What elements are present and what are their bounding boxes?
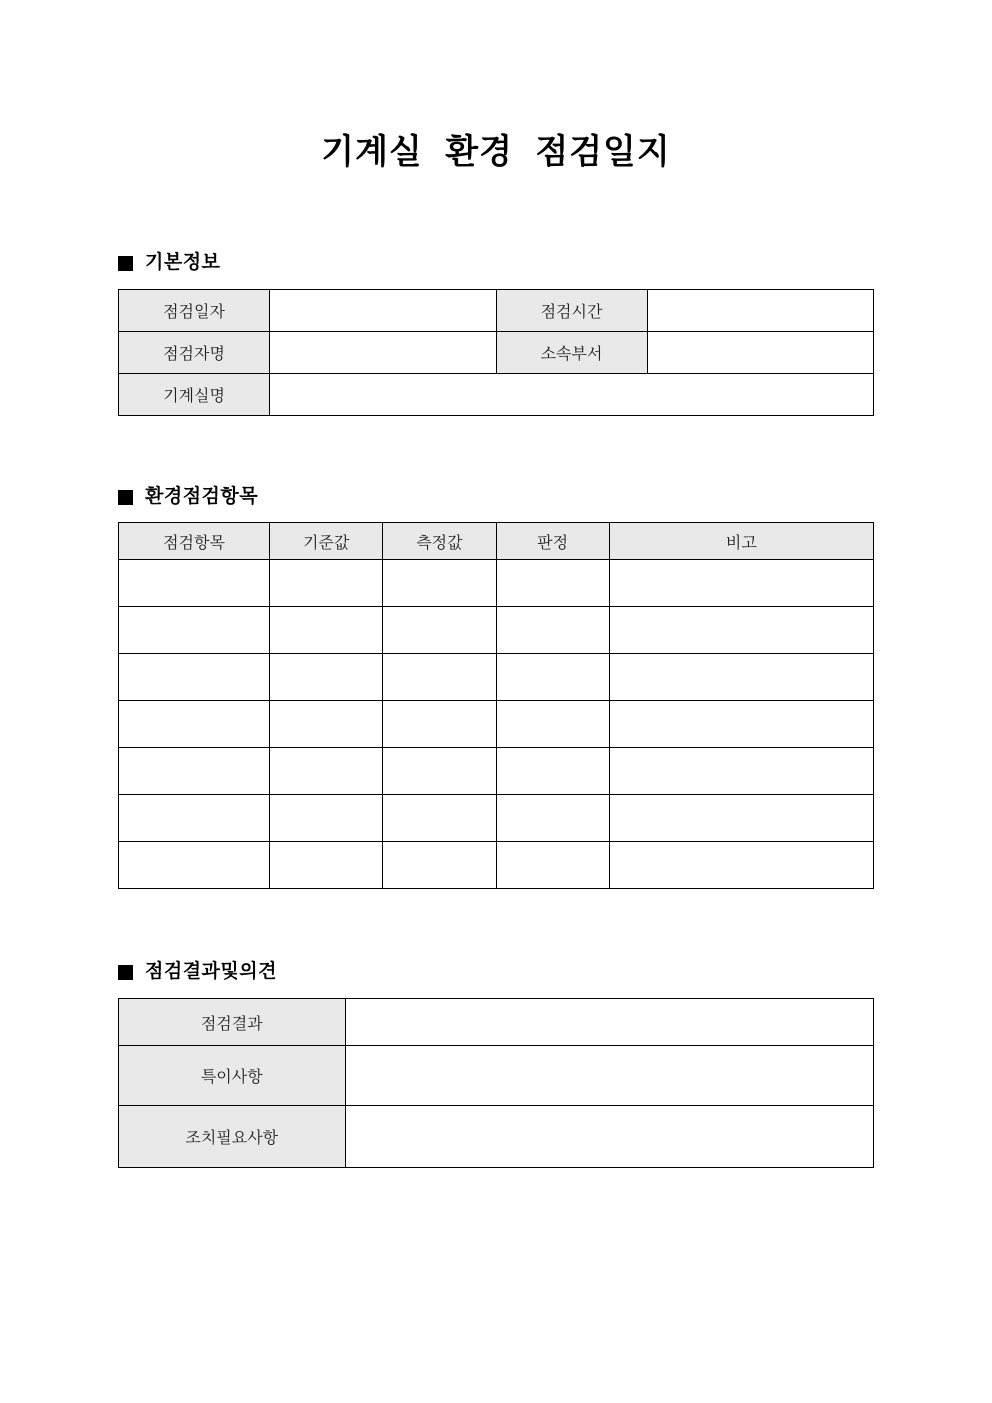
remarks-cell [609, 701, 873, 748]
inspection-time-value-cell [647, 290, 874, 332]
measured-cell [383, 654, 496, 701]
table-row [119, 290, 874, 332]
remarks-cell [609, 842, 873, 889]
remarks-cell [609, 607, 873, 654]
inspection-date-label: 점검일자 [119, 290, 270, 332]
item-cell [119, 748, 270, 795]
standard-cell [270, 748, 383, 795]
item-cell [119, 607, 270, 654]
table-row [119, 607, 874, 654]
required-actions-value-cell [345, 1106, 874, 1168]
section-title-basic-info: 기본정보 [145, 252, 221, 273]
black-square-icon [118, 965, 133, 980]
measured-cell [383, 607, 496, 654]
standard-cell [270, 701, 383, 748]
results-table [118, 998, 874, 1168]
measured-cell [383, 701, 496, 748]
measured-cell [383, 748, 496, 795]
table-row [119, 374, 874, 416]
section-title-inspection-items: 환경점검항목 [145, 486, 259, 507]
table-row [119, 842, 874, 889]
inspection-item-column-header: 점검항목 [119, 523, 270, 560]
remarks-cell [609, 560, 873, 607]
table-row [119, 701, 874, 748]
black-square-icon [118, 256, 133, 271]
inspection-time-label: 점검시간 [496, 290, 647, 332]
inspector-name-value-cell [270, 332, 497, 374]
section-header-inspection-items [118, 486, 258, 508]
measured-cell [383, 842, 496, 889]
table-header-row [119, 523, 874, 560]
table-row [119, 795, 874, 842]
item-cell [119, 701, 270, 748]
section-title-results: 점검결과및의견 [145, 961, 277, 982]
table-row [119, 748, 874, 795]
item-cell [119, 842, 270, 889]
standard-cell [270, 560, 383, 607]
page-title: 기계실 환경 점검일지 [321, 133, 671, 171]
inspection-date-value-cell [270, 290, 497, 332]
judgment-column-header: 판정 [496, 523, 609, 560]
standard-cell [270, 842, 383, 889]
remarks-column-header: 비고 [609, 523, 873, 560]
black-square-icon [118, 490, 133, 505]
special-notes-label: 특이사항 [119, 1046, 346, 1106]
department-label: 소속부서 [496, 332, 647, 374]
machine-room-name-value-cell [270, 374, 874, 416]
remarks-cell [609, 748, 873, 795]
standard-cell [270, 607, 383, 654]
judgment-cell [496, 842, 609, 889]
machine-room-name-label: 기계실명 [119, 374, 270, 416]
item-cell [119, 795, 270, 842]
judgment-cell [496, 607, 609, 654]
inspection-result-value-cell [345, 999, 874, 1046]
section-header-results [118, 961, 277, 983]
basic-info-table [118, 289, 874, 416]
item-cell [119, 654, 270, 701]
table-row [119, 560, 874, 607]
judgment-cell [496, 748, 609, 795]
department-value-cell [647, 332, 874, 374]
remarks-cell [609, 795, 873, 842]
judgment-cell [496, 701, 609, 748]
table-row [119, 654, 874, 701]
judgment-cell [496, 560, 609, 607]
standard-cell [270, 795, 383, 842]
table-row [119, 332, 874, 374]
measured-cell [383, 795, 496, 842]
table-row [119, 1046, 874, 1106]
judgment-cell [496, 795, 609, 842]
measured-value-column-header: 측정값 [383, 523, 496, 560]
inspection-items-table [118, 522, 874, 889]
item-cell [119, 560, 270, 607]
table-row [119, 999, 874, 1046]
remarks-cell [609, 654, 873, 701]
table-row [119, 1106, 874, 1168]
inspection-result-label: 점검결과 [119, 999, 346, 1046]
standard-value-column-header: 기준값 [270, 523, 383, 560]
judgment-cell [496, 654, 609, 701]
section-header-basic-info [118, 252, 220, 274]
special-notes-value-cell [345, 1046, 874, 1106]
measured-cell [383, 560, 496, 607]
inspector-name-label: 점검자명 [119, 332, 270, 374]
standard-cell [270, 654, 383, 701]
required-actions-label: 조치필요사항 [119, 1106, 346, 1168]
